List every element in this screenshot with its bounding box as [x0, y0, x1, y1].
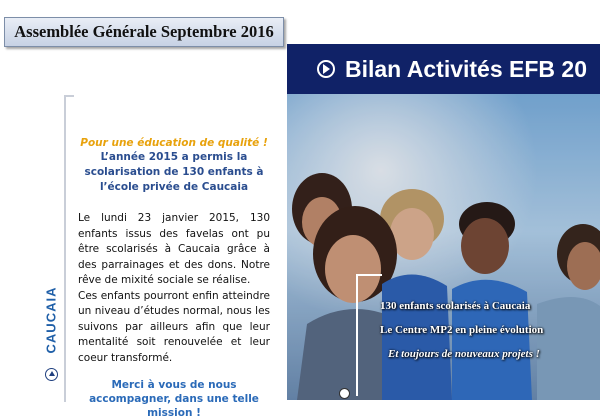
- section-banner: [287, 44, 600, 94]
- headline-quality: Pour une éducation de qualité !: [80, 137, 268, 149]
- caption-3: Et toujours de nouveaux projets !: [388, 348, 540, 360]
- presentation-title: Assemblée Générale Septembre 2016: [14, 22, 274, 41]
- paragraph-2: Ces enfants pourront enfin atteindre un niveau d’études normal, nous les suivons par ailleurs afin que leur mentalité soit renouvelée et leur coeur transformé.: [78, 289, 270, 364]
- caption-bracket: [356, 274, 382, 396]
- left-text-column: [78, 136, 270, 420]
- caption-1: 130 enfants scolarisés à Caucaia: [380, 300, 531, 312]
- photo-captions: [380, 300, 600, 372]
- banner-title: Bilan Activités EFB 20: [345, 55, 588, 82]
- up-arrow-nav-icon[interactable]: [45, 368, 58, 381]
- presentation-title-box: [4, 17, 284, 47]
- photo-nav-dot-icon[interactable]: [339, 388, 350, 399]
- side-label-caucaia: CAUCAIA: [43, 286, 59, 354]
- caption-2: Le Centre MP2 en pleine évolution: [380, 324, 544, 336]
- paragraph-1: Le lundi 23 janvier 2015, 130 enfants issus des favelas ont pu être scolarisés à Caucaia grâce à des parrainages et des dons. Notre rêve de mixité sociale se réalise.: [78, 212, 270, 286]
- headline-year: L’année 2015 a permis la scolarisation de 130 enfants à l’école privée de Caucaia: [84, 151, 264, 193]
- thanks-text: Merci à vous de nous accompagner, dans une telle mission !: [89, 379, 259, 419]
- play-circle-icon[interactable]: [317, 60, 335, 78]
